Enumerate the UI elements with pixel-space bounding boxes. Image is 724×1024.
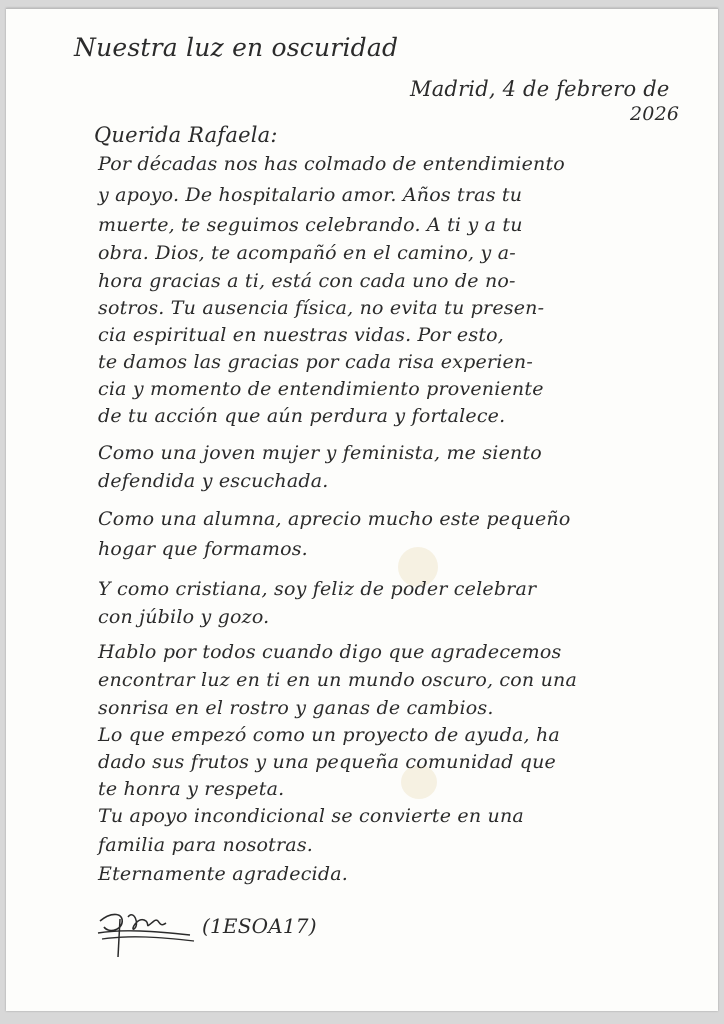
greeting: Querida Rafaela: xyxy=(94,123,278,147)
body-line: Tu apoyo incondicional se convierte en una xyxy=(98,805,524,827)
body-line: sotros. Tu ausencia física, no evita tu presen- xyxy=(98,297,545,319)
letter-title: Nuestra luz en oscuridad xyxy=(74,33,399,62)
body-line: Como una joven mujer y feminista, me siento xyxy=(98,442,542,464)
body-line: cia y momento de entendimiento proveniente xyxy=(98,378,544,400)
body-line: encontrar luz en ti en un mundo oscuro, con una xyxy=(98,669,577,691)
body-line: muerte, te seguimos celebrando. A ti y a tu xyxy=(98,214,523,236)
body-line: cia espiritual en nuestras vidas. Por esto, xyxy=(98,324,505,346)
body-line: Hablo por todos cuando digo que agradecemos xyxy=(98,641,562,663)
letter-year: 2026 xyxy=(630,103,680,125)
body-line: dado sus frutos y una pequeña comunidad que xyxy=(98,751,556,773)
body-line: con júbilo y gozo. xyxy=(98,606,270,628)
signature xyxy=(94,899,198,961)
student-code: (1ESOA17) xyxy=(202,914,317,938)
body-line: y apoyo. De hospitalario amor. Años tras tu xyxy=(98,184,523,206)
body-line: defendida y escuchada. xyxy=(98,470,329,492)
body-line: Por décadas nos has colmado de entendimiento xyxy=(98,153,565,175)
body-line: Lo que empezó como un proyecto de ayuda, ha xyxy=(98,724,560,746)
body-line: hora gracias a ti, está con cada uno de no- xyxy=(98,270,516,292)
body-line: Eternamente agradecida. xyxy=(98,863,348,885)
body-line: te damos las gracias por cada risa experien- xyxy=(98,351,533,373)
body-line: te honra y respeta. xyxy=(98,778,285,800)
body-line: hogar que formamos. xyxy=(98,538,308,560)
body-line: Y como cristiana, soy feliz de poder celebrar xyxy=(98,578,537,600)
place-date: Madrid, 4 de febrero de xyxy=(410,77,670,101)
body-line: obra. Dios, te acompañó en el camino, y a- xyxy=(98,242,516,264)
letter-page xyxy=(6,8,718,1011)
body-line: familia para nosotras. xyxy=(98,834,314,856)
body-line: Como una alumna, aprecio mucho este pequeño xyxy=(98,508,571,530)
body-line: de tu acción que aún perdura y fortalece. xyxy=(98,405,506,427)
body-line: sonrisa en el rostro y ganas de cambios. xyxy=(98,697,494,719)
